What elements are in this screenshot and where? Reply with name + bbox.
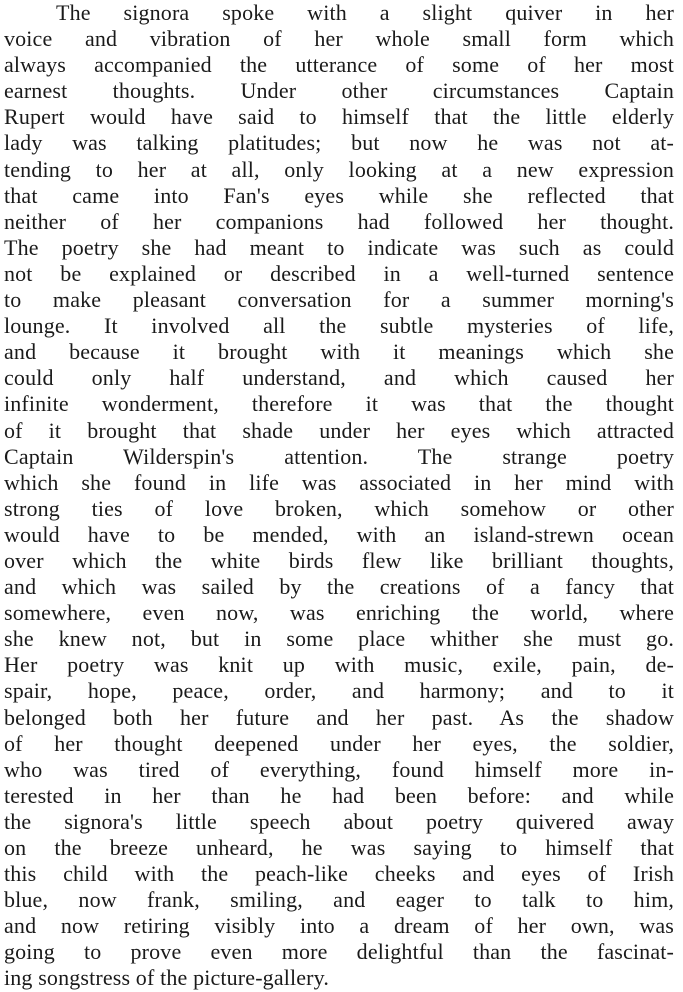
text-line: of her thought deepened under her eyes, the soldier, bbox=[4, 730, 674, 756]
text-line: this child with the peach-like cheeks and eyes of Irish bbox=[4, 861, 674, 887]
text-line: blue, now frank, smiling, and eager to talk to him, bbox=[4, 887, 674, 913]
text-line: lady was talking platitudes; but now he was not at- bbox=[4, 130, 674, 156]
text-line: earnest thoughts. Under other circumstances Captain bbox=[4, 78, 674, 104]
text-line: ing songstress of the picture-gallery. bbox=[4, 965, 330, 991]
text-line: and now retiring visibly into a dream of her own, was bbox=[4, 913, 674, 939]
text-line: that came into Fan's eyes while she reflected that bbox=[4, 182, 674, 208]
text-line: the signora's little speech about poetry quivered away bbox=[4, 808, 674, 834]
text-line: to make pleasant conversation for a summer morning's bbox=[4, 287, 674, 313]
text-line: The signora spoke with a slight quiver in her bbox=[56, 0, 674, 25]
text-line: and because it brought with it meanings which she bbox=[4, 339, 674, 365]
text-line: she knew not, but in some place whither she must go. bbox=[4, 626, 674, 652]
text-line: who was tired of everything, found himself more in- bbox=[4, 756, 674, 782]
text-line: somewhere, even now, was enriching the world, where bbox=[4, 600, 674, 626]
text-line: would have to be mended, with an island-strewn ocean bbox=[4, 521, 674, 547]
text-line: going to prove even more delightful than the fascinat- bbox=[4, 939, 674, 965]
document-page bbox=[4, 0, 674, 991]
text-line: spair, hope, peace, order, and harmony; and to it bbox=[4, 678, 674, 704]
text-line: Captain Wilderspin's attention. The strange poetry bbox=[4, 443, 674, 469]
text-line: and which was sailed by the creations of a fancy that bbox=[4, 574, 674, 600]
text-line: lounge. It involved all the subtle mysteries of life, bbox=[4, 313, 674, 339]
text-line: over which the white birds flew like brilliant thoughts, bbox=[4, 547, 674, 573]
text-line: belonged both her future and her past. As the shadow bbox=[4, 704, 674, 730]
text-line: terested in her than he had been before: and while bbox=[4, 782, 674, 808]
text-line: infinite wonderment, therefore it was that the thought bbox=[4, 391, 674, 417]
text-line: on the breeze unheard, he was saying to himself that bbox=[4, 835, 674, 860]
text-line: which she found in life was associated in her mind with bbox=[4, 469, 674, 495]
text-line: Rupert would have said to himself that the little elderly bbox=[4, 104, 674, 130]
text-line: Her poetry was knit up with music, exile, pain, de- bbox=[4, 652, 674, 678]
text-line: not be explained or described in a well-turned sentence bbox=[4, 260, 674, 286]
text-line: The poetry she had meant to indicate was such as could bbox=[4, 234, 674, 260]
text-line: strong ties of love broken, which somehow or other bbox=[4, 495, 674, 521]
text-line: always accompanied the utterance of some of her most bbox=[4, 52, 674, 78]
text-line: neither of her companions had followed her thought. bbox=[4, 208, 674, 234]
text-line: voice and vibration of her whole small form which bbox=[4, 26, 674, 52]
text-line: of it brought that shade under her eyes which attracted bbox=[4, 417, 674, 443]
text-line: tending to her at all, only looking at a new expression bbox=[4, 156, 674, 182]
text-line: could only half understand, and which caused her bbox=[4, 365, 674, 391]
